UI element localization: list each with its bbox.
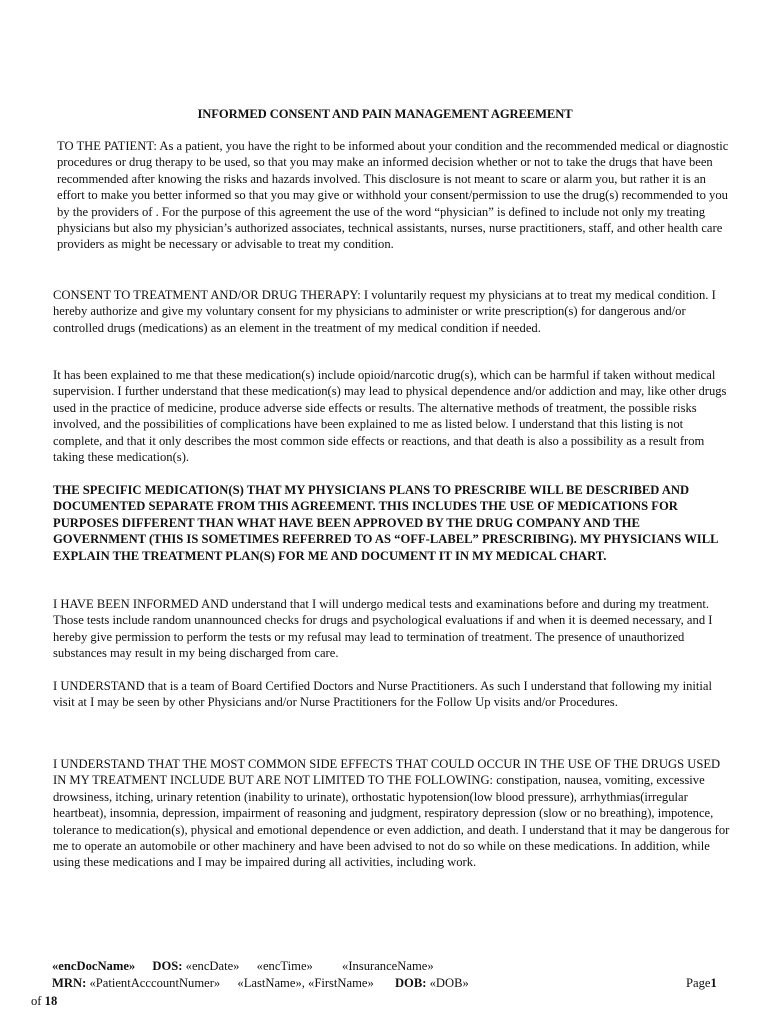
paragraph-consent-to-treatment: CONSENT TO TREATMENT AND/OR DRUG THERAPY: I voluntarily request my physicians at to treat my medical condition. I hereby authorize and give my voluntary consent for my physicians to administer or write prescription(s) for dangerous and/or controlled drugs (medications) as an element in the treatment of my medical condition if needed. [53,288,716,335]
footer-dos-label: DOS: [152,959,183,973]
paragraph-side-effects: I UNDERSTAND THAT THE MOST COMMON SIDE EFFECTS THAT COULD OCCUR IN THE USE OF THE DRUGS USED IN MY TREATMENT INCLUDE BUT ARE NOT LIMITED TO THE FOLLOWING: constipation, nausea, vomiting, excessive drowsiness, itching, urinary retention (inability to urinate), orthostatic hypotension(low blood pressure), arrhythmias(irregular heartbeat), insomnia, depression, impairment of reasoning and judgment, respiratory depression (slow or no breathing), impotence, tolerance to medication(s), physical and emotional dependence or even addiction, and death. I understand that it may be dangerous for me to operate an automobile or other machinery and have been advised to not do so while on these medications. In addition, while using these medications and I may be impaired during all activities, including work. [53,757,730,870]
footer-page-total [31,993,57,1009]
footer-patient-name: «LastName», «FirstName» [237,976,374,990]
page-footer [0,958,770,1018]
footer-total-pages: 18 [44,994,58,1008]
footer-page-current: 1 [710,976,717,990]
footer-enc-time: «encTime» [256,959,313,973]
footer-dob: «DOB» [429,976,469,990]
footer-page-number [686,975,717,991]
document-title: INFORMED CONSENT AND PAIN MANAGEMENT AGREEMENT [197,107,573,121]
paragraph-care-team: I UNDERSTAND that is a team of Board Certified Doctors and Nurse Practitioners. As such I understand that following my initial visit at I may be seen by other Physicians and/or Nurse Practitioners for the Follow Up visits and/or Procedures. [53,679,712,710]
paragraph-patient-rights: TO THE PATIENT: As a patient, you have the right to be informed about your condition and the recommended medical or diagnostic procedures or drug therapy to be used, so that you may make an informed decision whether or not to take the drugs that have been recommended after knowing the risks and hazards involved. This disclosure is not meant to scare or alarm you, but rather it is an effort to make you better informed so that you may give or withhold your consent/permission to use the drug(s) recommended to you by the providers of . For the purpose of this agreement the use of the word “physician” is defined to include not only my treating physicians but also my physician’s authorized associates, technical assistants, nurses, nurse practitioners, staff, and other health care providers as might be necessary or advisable to treat my condition. [57,139,729,252]
footer-patient-account: «PatientAcccountNumer» [89,976,221,990]
footer-dob-label: DOB: [394,976,427,990]
paragraph-risks-explained: It has been explained to me that these medication(s) include opioid/narcotic drug(s), which can be harmful if taken without medical supervision. I further understand that these medication(s) may lead to physical dependence and/or addiction and may, like other drugs used in the practice of medicine, produce adverse side effects or results. The alternative methods of treatment, the possible risks involved, and the possibilities of complications have been explained to me as listed below. I understand that this listing is not complete, and that it only describes the most common side effects or reactions, and that death is also a possibility as a result from taking these medication(s). [53,368,727,465]
paragraph-medical-tests: I HAVE BEEN INFORMED AND understand that I will undergo medical tests and examinations before and during my treatment. Those tests include random unannounced checks for drugs and psychological evaluations if and when it is deemed necessary, and I hereby give permission to perform the tests or my refusal may lead to termination of treatment. The presence of unauthorized substances may result in my being discharged from care. [53,597,713,661]
footer-insurance-name: «InsuranceName» [342,959,434,973]
paragraph-specific-medications: THE SPECIFIC MEDICATION(S) THAT MY PHYSICIANS PLANS TO PRESCRIBE WILL BE DESCRIBED AND DOCUMENTED SEPARATE FROM THIS AGREEMENT. THIS INCLUDES THE USE OF MEDICATIONS FOR PURPOSES DIFFERENT THAN WHAT HAVE BEEN APPROVED BY THE DRUG COMPANY AND THE GOVERNMENT (THIS IS SOMETIMES REFERRED TO AS “OFF-LABEL” PRESCRIBING). MY PHYSICIANS WILL EXPLAIN THE TREATMENT PLAN(S) FOR ME AND DOCUMENT IT IN MY MEDICAL CHART. [53,483,718,563]
footer-page-label: Page [686,976,711,990]
footer-of-label: of [31,994,42,1008]
footer-enc-doc-name: «encDocName» [52,959,136,973]
footer-mrn-label: MRN: [52,976,87,990]
footer-patient-line [52,975,469,991]
footer-enc-date: «encDate» [185,959,240,973]
footer-encounter-line [52,958,434,974]
